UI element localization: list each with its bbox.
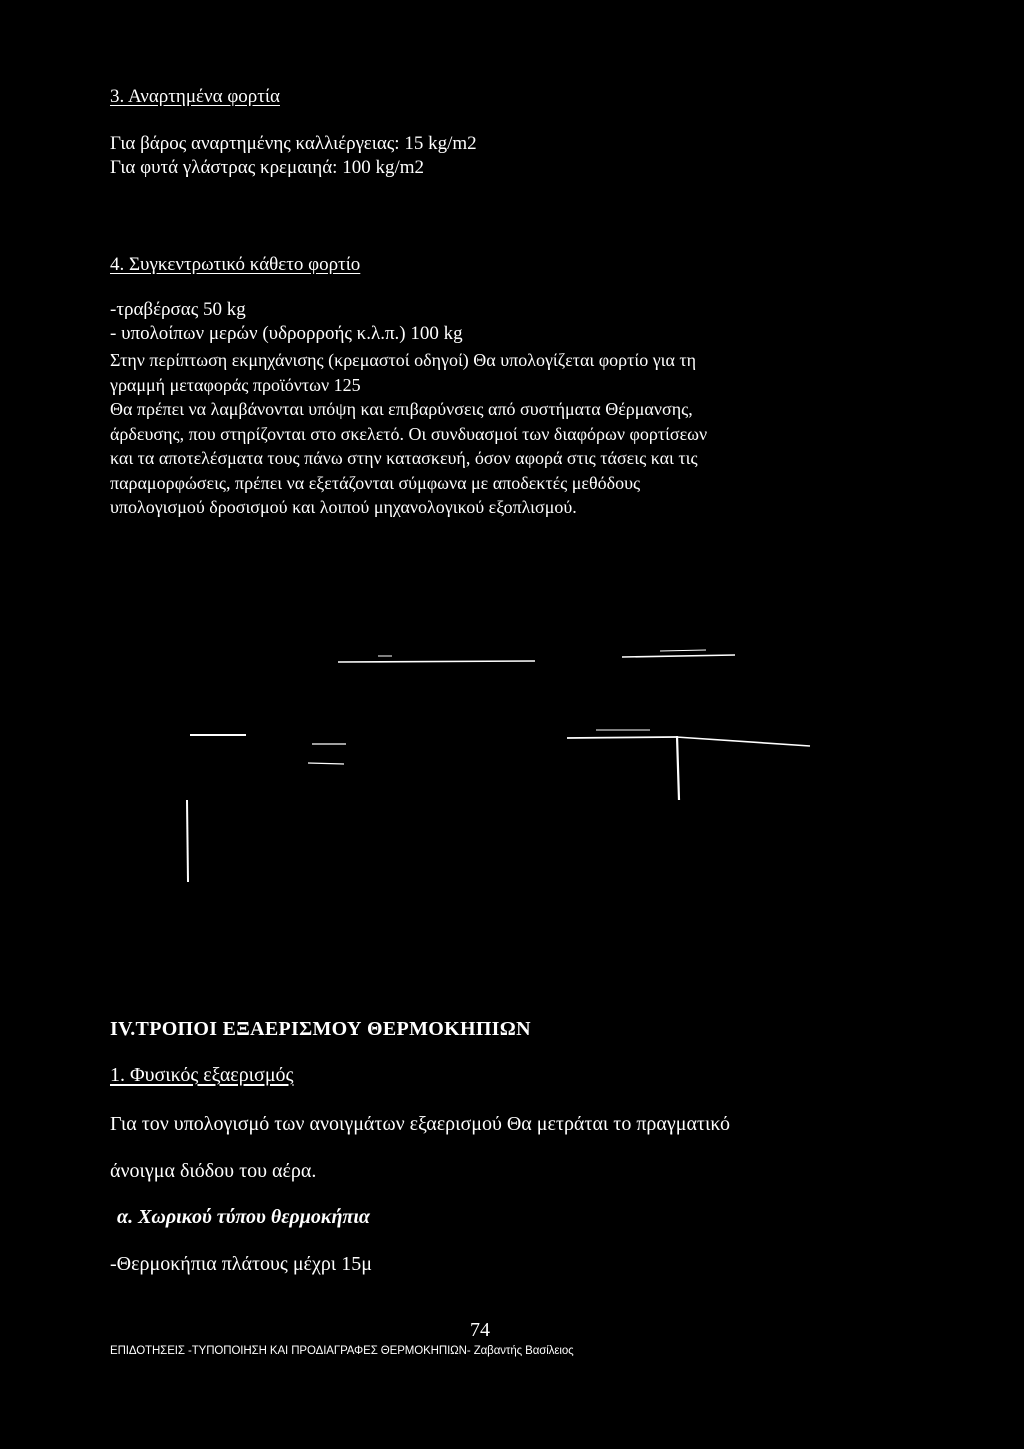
page-number: 74 (470, 1319, 490, 1341)
other-parts-load: - υπολοίπων μερών (υδρορροής κ.λ.π.) 100 kg (110, 323, 463, 344)
spatial-greenhouses-heading: α. Χωρικού τύπου θερμοκήπια (117, 1206, 370, 1228)
greenhouse-width-line: -Θερμοκήπια πλάτους μέχρι 15μ (110, 1253, 372, 1275)
ventilation-text-line: Για τον υπολογισμό των ανοιγμάτων εξαερισμού Θα μετράται το πραγματικό (110, 1113, 730, 1135)
natural-ventilation-heading: 1. Φυσικός εξαερισμός (110, 1064, 294, 1086)
paragraph-line: υπολογισμού δροσισμού και λοιπού μηχανολογικού εξοπλισμού. (110, 497, 577, 517)
paragraph-line: παραμορφώσεις, πρέπει να εξετάζονται σύμφωνα με αποδεκτές μεθόδους (110, 472, 641, 493)
section-3-heading: 3. Αναρτημένα φορτία (110, 86, 280, 107)
ventilation-text-line: άνοιγμα διόδου του αέρα. (110, 1160, 317, 1182)
paragraph-line: και τα αποτελέσματα τους πάνω στην κατασκευή, όσον αφορά στις τάσεις και τις (110, 448, 698, 468)
pot-plant-load: Για φυτά γλάστρας κρεμαιηά: 100 kg/m2 (110, 157, 425, 178)
footer-title: ΕΠΙΔΟΤΗΣΕΙΣ -ΤΥΠΟΠΟΙΗΣΗ ΚΑΙ ΠΡΟΔΙΑΓΡΑΦΕΣ ΘΕΡΜΟΚΗΠΙΩΝ- Ζαβαντής Βασίλειος (110, 1345, 574, 1357)
section-4-heading: 4. Συγκεντρωτικό κάθετο φορτίο (110, 254, 361, 275)
paragraph-line: Στην περίπτωση εκμηχάνισης (κρεμαστοί οδηγοί) Θα υπολογίζεται φορτίο για τη (110, 350, 697, 370)
paragraph-line: Θα πρέπει να λαμβάνονται υπόψη και επιβαρύνσεις από συστήματα Θέρμανσης, (110, 399, 693, 419)
hanging-crop-load: Για βάρος αναρτημένης καλλιέργειας: 15 kg/m2 (110, 133, 477, 154)
chapter-title: IV.ΤΡΟΠΟΙ ΕΞΑΕΡΙΣΜΟΥ ΘΕΡΜΟΚΗΠΙΩΝ (110, 1018, 531, 1040)
paragraph-line: γραμμή μεταφοράς προϊόντων 125 (110, 374, 361, 395)
paragraph-line: άρδευσης, που στηρίζονται στο σκελετό. Οι συνδυασμοί των διαφόρων φορτίσεων (110, 423, 708, 444)
crossbeam-load: -τραβέρσας 50 kg (110, 299, 246, 320)
